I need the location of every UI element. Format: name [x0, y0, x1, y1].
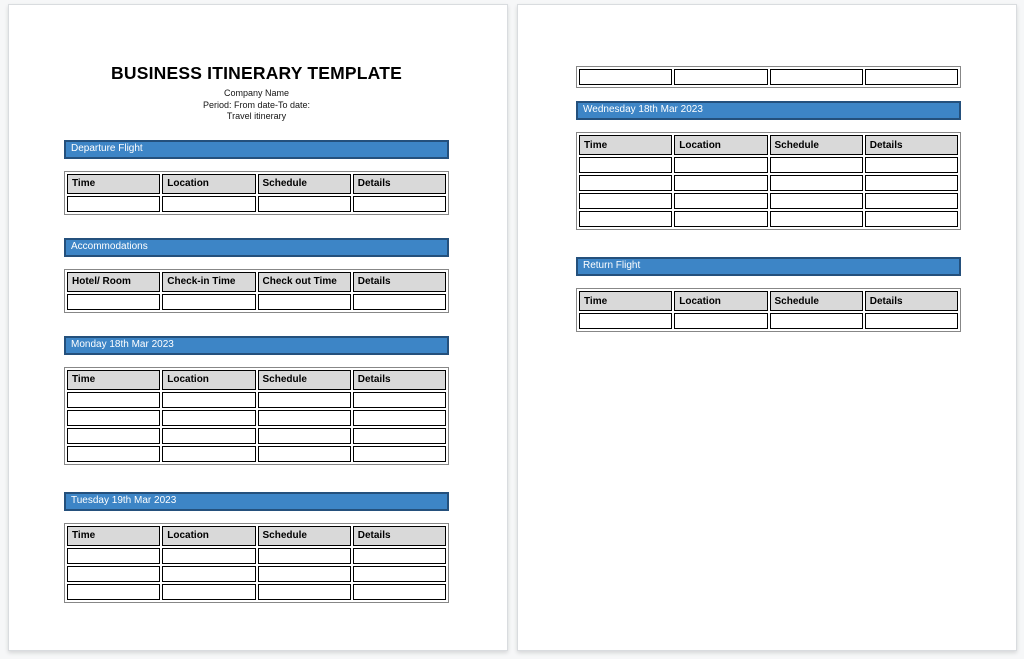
empty-cell[interactable]: [674, 211, 767, 227]
table-row: [67, 410, 446, 426]
section-header-return-flight: Return Flight: [576, 257, 961, 276]
empty-cell[interactable]: [579, 313, 672, 329]
column-header-schedule: Schedule: [258, 526, 351, 546]
column-header-location: Location: [674, 291, 767, 311]
column-header-time: Time: [67, 174, 160, 194]
page-2-blocks: [576, 66, 961, 332]
empty-cell[interactable]: [67, 392, 160, 408]
empty-cell[interactable]: [67, 548, 160, 564]
column-header-details: Details: [865, 135, 958, 155]
table-row: [579, 193, 958, 209]
empty-cell[interactable]: [162, 566, 255, 582]
column-header-details: Details: [865, 291, 958, 311]
table-header-row: [579, 135, 958, 155]
empty-cell[interactable]: [674, 69, 767, 85]
empty-cell[interactable]: [865, 193, 958, 209]
empty-cell[interactable]: [674, 313, 767, 329]
table-row: [579, 69, 958, 85]
table-row: [579, 175, 958, 191]
column-header-schedule: Schedule: [258, 370, 351, 390]
table-accommodations: [64, 269, 449, 313]
empty-cell[interactable]: [865, 69, 958, 85]
empty-cell[interactable]: [258, 392, 351, 408]
empty-cell[interactable]: [162, 548, 255, 564]
empty-cell[interactable]: [162, 294, 255, 310]
page-1-content: [64, 5, 449, 626]
column-header-time: Time: [67, 370, 160, 390]
empty-cell[interactable]: [353, 548, 446, 564]
table-header-row: [67, 370, 446, 390]
empty-cell[interactable]: [674, 193, 767, 209]
column-header-time: Time: [579, 135, 672, 155]
empty-cell[interactable]: [674, 175, 767, 191]
empty-cell[interactable]: [67, 428, 160, 444]
page-title: BUSINESS ITINERARY TEMPLATE: [111, 63, 402, 83]
table-row: [67, 392, 446, 408]
table-row: [579, 157, 958, 173]
empty-cell[interactable]: [162, 446, 255, 462]
empty-cell[interactable]: [770, 157, 863, 173]
section-header-monday-18th-mar-2023: Monday 18th Mar 2023: [64, 336, 449, 355]
table-row: [67, 446, 446, 462]
empty-cell[interactable]: [865, 175, 958, 191]
table-return-flight: [576, 288, 961, 332]
empty-cell[interactable]: [579, 157, 672, 173]
table-row: [67, 566, 446, 582]
column-header-schedule: Schedule: [770, 291, 863, 311]
table-monday-18th-mar-2023: [64, 367, 449, 465]
section-header-departure-flight: Departure Flight: [64, 140, 449, 159]
tuesday-table-continuation: [576, 66, 961, 88]
empty-cell[interactable]: [579, 193, 672, 209]
page-2-content: [576, 5, 961, 355]
empty-cell[interactable]: [353, 446, 446, 462]
column-header-check-out-time: Check out Time: [258, 272, 351, 292]
section-header-wednesday-18th-mar-2023: Wednesday 18th Mar 2023: [576, 101, 961, 120]
empty-cell[interactable]: [67, 410, 160, 426]
column-header-location: Location: [162, 370, 255, 390]
subtitle-block: [64, 88, 449, 123]
column-header-schedule: Schedule: [770, 135, 863, 155]
empty-cell[interactable]: [353, 196, 446, 212]
table-header-row: [67, 272, 446, 292]
company-name-line: Company Name: [223, 88, 290, 98]
column-header-location: Location: [162, 526, 255, 546]
empty-cell[interactable]: [579, 175, 672, 191]
column-header-details: Details: [353, 526, 446, 546]
section-header-accommodations: Accommodations: [64, 238, 449, 257]
empty-cell[interactable]: [865, 313, 958, 329]
table-row: [67, 548, 446, 564]
table-wednesday-18th-mar-2023: [576, 132, 961, 230]
empty-cell[interactable]: [770, 193, 863, 209]
empty-cell[interactable]: [162, 196, 255, 212]
page-1-blocks: [64, 140, 449, 603]
empty-cell[interactable]: [770, 211, 863, 227]
empty-cell[interactable]: [579, 69, 672, 85]
table-header-row: [67, 174, 446, 194]
empty-cell[interactable]: [67, 196, 160, 212]
column-header-check-in-time: Check-in Time: [162, 272, 255, 292]
empty-cell[interactable]: [258, 410, 351, 426]
period-line: Period: From date-To date:: [202, 99, 311, 110]
document-page-2: [517, 4, 1017, 651]
empty-cell[interactable]: [67, 566, 160, 582]
section-header-tuesday-19th-mar-2023: Tuesday 19th Mar 2023: [64, 492, 449, 511]
empty-cell[interactable]: [865, 157, 958, 173]
empty-cell[interactable]: [770, 69, 863, 85]
empty-cell[interactable]: [258, 428, 351, 444]
empty-cell[interactable]: [258, 566, 351, 582]
column-header-details: Details: [353, 370, 446, 390]
table-row: [579, 313, 958, 329]
table-row: [67, 196, 446, 212]
table-row: [67, 294, 446, 310]
table-header-row: [579, 291, 958, 311]
table-row: [67, 428, 446, 444]
empty-cell[interactable]: [353, 392, 446, 408]
column-header-details: Details: [353, 174, 446, 194]
empty-cell[interactable]: [162, 410, 255, 426]
column-header-schedule: Schedule: [258, 174, 351, 194]
column-header-details: Details: [353, 272, 446, 292]
empty-cell[interactable]: [258, 584, 351, 600]
column-header-location: Location: [674, 135, 767, 155]
empty-cell[interactable]: [674, 157, 767, 173]
column-header-hotel-room: Hotel/ Room: [67, 272, 160, 292]
empty-cell[interactable]: [67, 294, 160, 310]
empty-cell[interactable]: [865, 211, 958, 227]
empty-cell[interactable]: [353, 294, 446, 310]
empty-cell[interactable]: [258, 196, 351, 212]
empty-cell[interactable]: [353, 410, 446, 426]
document-page-1: [8, 4, 508, 651]
empty-cell[interactable]: [770, 175, 863, 191]
empty-cell[interactable]: [258, 294, 351, 310]
table-row: [579, 211, 958, 227]
column-header-time: Time: [67, 526, 160, 546]
empty-cell[interactable]: [770, 313, 863, 329]
empty-cell[interactable]: [353, 566, 446, 582]
empty-cell[interactable]: [353, 428, 446, 444]
empty-cell[interactable]: [67, 446, 160, 462]
table-tuesday-19th-mar-2023: [64, 523, 449, 603]
table-header-row: [67, 526, 446, 546]
empty-cell[interactable]: [258, 446, 351, 462]
table-departure-flight: [64, 171, 449, 215]
empty-cell[interactable]: [258, 548, 351, 564]
empty-cell[interactable]: [579, 211, 672, 227]
empty-cell[interactable]: [162, 584, 255, 600]
column-header-location: Location: [162, 174, 255, 194]
travel-itinerary-line: Travel itinerary: [226, 111, 287, 121]
empty-cell[interactable]: [353, 584, 446, 600]
column-header-time: Time: [579, 291, 672, 311]
empty-cell[interactable]: [67, 584, 160, 600]
empty-cell[interactable]: [162, 428, 255, 444]
table-row: [67, 584, 446, 600]
empty-cell[interactable]: [162, 392, 255, 408]
